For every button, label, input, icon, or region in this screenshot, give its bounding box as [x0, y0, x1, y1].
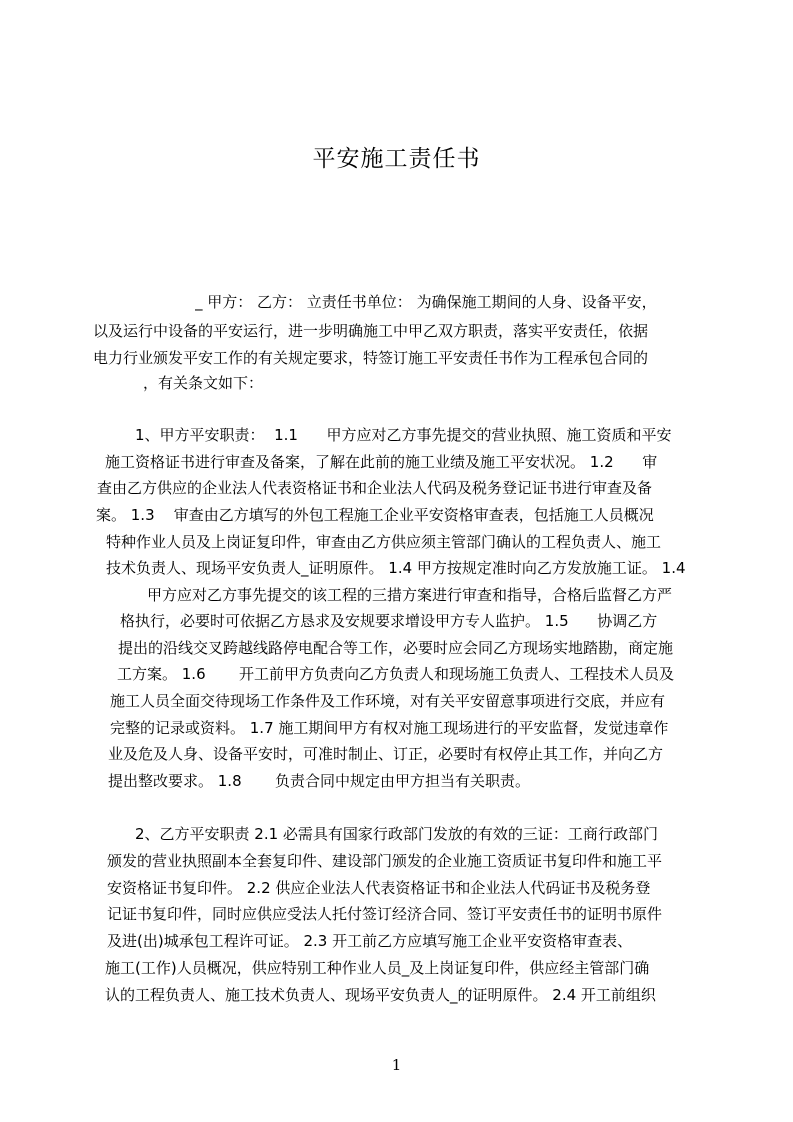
intro-line: 电力行业颁发平安工作的有关规定要求，特签订施工平安责任书作为工程承包合同的	[93, 349, 649, 367]
intro-line: ，有关条文如下：	[143, 374, 264, 392]
page-number: 1	[391, 1056, 402, 1074]
section1-line: 施工资格证书进行审查及备案，了解在此前的施工业绩及施工平安状况。 1.2 审	[105, 453, 658, 471]
section1-line: 提出的沿线交叉跨越线路停电配合等工作，必要时应会同乙方现场实地踏勘，商定施	[118, 639, 674, 657]
section1-line: 查由乙方供应的企业法人代表资格证书和企业法人代码及税务登记证书进行审查及备	[97, 479, 653, 497]
section1-line: 格执行，必要时可依据乙方恳求及安规要求增设甲方专人监护。 1.5 协调乙方	[120, 612, 658, 630]
document-title: 平安施工责任书	[312, 146, 481, 172]
section2-line: 记证书复印件，同时应供应受法人托付签订经济合同、签订平安责任书的证明书原件	[107, 905, 663, 923]
section2-line: 施工(工作)人员概况，供应特别工种作业人员_及上岗证复印件，供应经主管部门确	[105, 959, 650, 977]
section2-line: 颁发的营业执照副本全套复印件、建设部门颁发的企业施工资质证书复印件和施工平	[107, 852, 663, 870]
section1-line: 提出整改要求。 1.8 负责合同中规定由甲方担当有关职责。	[108, 772, 531, 790]
section2-line: 认的工程负责人、施工技术负责人、现场平安负责人_的证明原件。 2.4 开工前组织	[105, 986, 656, 1004]
section1-line: 甲方应对乙方事先提交的该工程的三措方案进行审查和指导，合格后监督乙方严	[147, 586, 673, 604]
section1-line: 施工人员全面交待现场工作条件及工作环境，对有关平安留意事项进行交底，并应有	[110, 692, 666, 710]
section2-line: 安资格证书复印件。 2.2 供应企业法人代表资格证书和企业法人代码证书及税务登	[107, 879, 651, 897]
section2-line: 2、乙方平安职责 2.1 必需具有国家行政部门发放的有效的三证：工商行政部门	[135, 825, 658, 843]
section1-line: 技术负责人、现场平安负责人_证明原件。 1.4 甲方按规定准时向乙方发放施工证。 1.4	[106, 559, 686, 577]
intro-line: 以及运行中设备的平安运行，进一步明确施工中甲乙双方职责，落实平安责任，依据	[93, 322, 649, 340]
section1-line: 工方案。 1.6 开工前甲方负责向乙方负责人和现场施工负责人、工程技术人员及	[117, 665, 675, 683]
section1-line: 特种作业人员及上岗证复印件，审查由乙方供应须主管部门确认的工程负责人、施工	[106, 533, 662, 551]
section2-line: 及进(出)城承包工程许可证。 2.3 开工前乙方应填写施工企业平安资格审查表、	[107, 932, 633, 950]
intro-line: _ 甲方： 乙方： 立责任书单位： 为确保施工期间的人身、设备平安，	[195, 293, 657, 311]
section1-line: 1、甲方平安职责： 1.1 甲方应对乙方事先提交的营业执照、施工资质和平安	[135, 426, 672, 444]
section1-line: 业及危及人身、设备平安时，可准时制止、订正，必要时有权停止其工作，并向乙方	[108, 745, 664, 763]
section1-line: 案。 1.3 审查由乙方填写的外包工程施工企业平安资格审查表，包括施工人员概况	[96, 506, 654, 524]
section1-line: 完整的记录或资料。 1.7 施工期间甲方有权对施工现场进行的平安监督，发觉违章作	[110, 719, 669, 737]
